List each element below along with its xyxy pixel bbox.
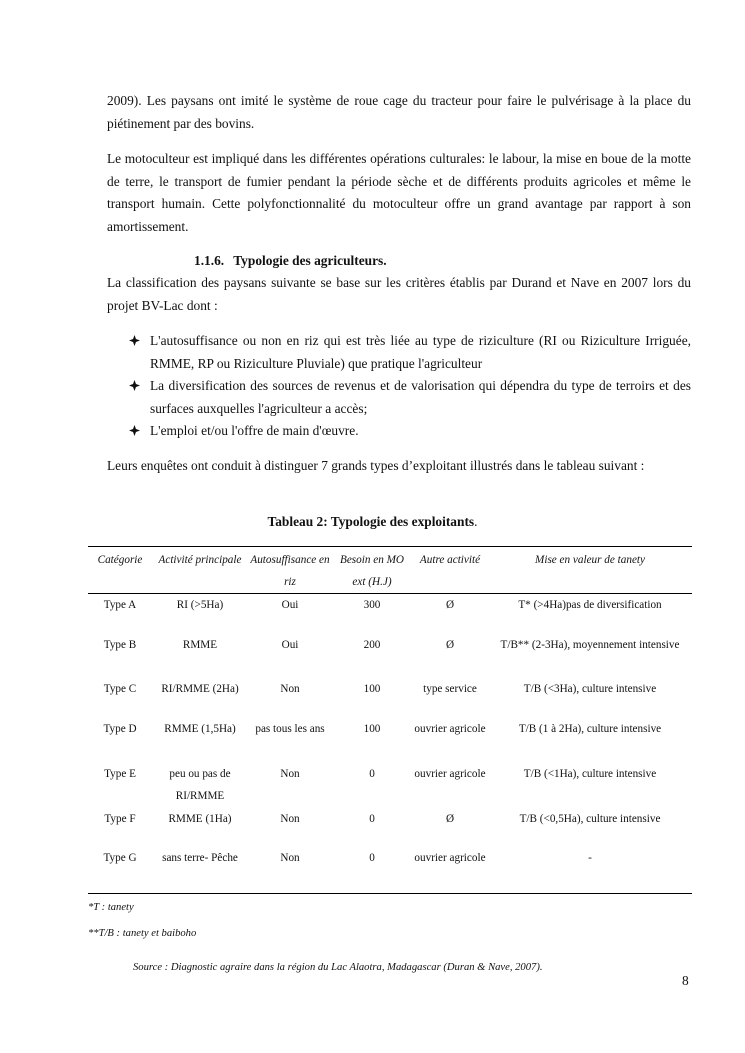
criteria-list [127,330,691,443]
list-item-text: L'autosuffisance ou non en riz qui est très liée au type de riziculture (RI ou Riziculture Irriguée, RMME, RP ou Riziculture Pluviale) que pratique l'agriculteur [150,333,691,371]
table-cell: T/B** (2-3Ha), moyennement intensive [500,638,680,651]
table-source: Source : Diagnostic agraire dans la région du Lac Alaotra, Madagascar (Duran & Nave, 2007). [133,962,543,973]
table-cell: Type B [103,638,137,651]
paragraph-classification: La classification des paysans suivante se base sur les critères établis par Durand et Nave en 2007 lors du projet BV-Lac dont : [107,275,691,313]
paragraph-roue-cage: 2009). Les paysans ont imité le système de roue cage du tracteur pour faire le pulvérisage à la place du piétinement par des bovins. [107,93,691,131]
table-cell: 200 [363,638,381,651]
paragraph-motoculteur: Le motoculteur est impliqué dans les différentes opérations culturales: le labour, la mise en boue de la motte de terre, le transport de fumier pendant la période sèche et de différents produits agricoles et même le transport humain. Cette polyfonctionnalité du motoculteur offre un grand avantage par rapport à son amortissement. [107,151,691,234]
table-cell: pas tous les ans [255,722,325,735]
table-header-row [88,547,692,594]
table-cell: T/B (<0,5Ha), culture intensive [519,812,661,825]
table-cell: RI/RMME (2Ha) [161,682,239,695]
table-cell: RI (>5Ha) [176,599,224,611]
header-autre-activite: Autre activité [412,547,488,594]
table-cell: Non [280,682,300,695]
list-item [127,420,691,443]
list-item-text: La diversification des sources de revenus et de valorisation qui dépendra du type de terroirs et des surfaces auxquelles l'agriculteur a accès; [150,378,691,416]
diamond-bullet-icon [129,335,140,346]
table-cell: ouvrier agricole [412,847,488,894]
table-row [88,847,692,894]
table-row [88,634,692,678]
table-cell: 0 [369,767,375,780]
table-cell: Type D [103,722,137,735]
table-cell: - [488,847,692,894]
table-cell: Oui [281,638,299,651]
table-cell: RMME [182,638,218,651]
table-cell: RMME (1,5Ha) [164,722,236,735]
table-cell: 100 [363,722,381,735]
section-title: Typologie des agriculteurs. [233,253,387,268]
table-cell: ouvrier agricole [414,767,486,780]
table-cell: T/B (1 à 2Ha), culture intensive [518,722,662,735]
table-cell: Type G [88,847,152,894]
header-besoin-mo: Besoin en MO ext (H.J) [332,547,412,594]
footnote-tanety: *T : tanety [88,902,134,913]
list-item [127,330,691,375]
table-cell: 0 [369,812,375,825]
typology-table [88,546,692,894]
table-row [88,718,692,763]
footnote-tanety-baiboho: **T/B : tanety et baiboho [88,928,197,939]
table-row [88,808,692,847]
table-row [88,594,692,634]
table-cell: T* (>4Ha)pas de diversification [518,599,662,611]
table-caption-period: . [474,514,478,529]
table-cell: RMME (1Ha) [168,812,232,825]
table-cell: 300 [363,599,381,611]
header-activite: Activité principale [152,547,248,594]
table-cell: type service [423,682,477,695]
table-cell: peu ou pas de RI/RMME [169,767,231,802]
table-cell: T/B (<1Ha), culture intensive [523,767,657,780]
table-cell: sans terre- Pêche [152,847,248,894]
section-number: 1.1.6. [194,253,225,268]
table-cell: Non [280,767,300,780]
table-cell: ouvrier agricole [414,722,486,735]
table-cell: T/B (<3Ha), culture intensive [523,682,657,695]
table-cell: Non [248,847,332,894]
paragraph-enquetes: Leurs enquêtes ont conduit à distinguer 7 grands types d’exploitant illustrés dans le tableau suivant : [107,458,645,473]
table-caption [0,514,745,530]
table-cell: Non [280,812,300,825]
list-item [127,375,691,420]
table-cell: Ø [445,638,455,651]
table-caption-text: Tableau 2: Typologie des exploitants [267,514,475,529]
header-autosuffisance: Autosuffisance en riz [248,547,332,594]
table-row [88,763,692,808]
table-cell: Type C [103,682,137,695]
table-cell: Ø [445,599,455,611]
table-cell: Type E [104,767,136,780]
list-item-text: L'emploi et/ou l'offre de main d'œuvre. [150,423,359,439]
table-cell: Type A [103,599,137,611]
page-number: 8 [682,973,689,988]
section-heading [194,253,387,269]
header-categorie: Catégorie [88,547,152,594]
table-cell: Ø [445,812,455,825]
diamond-bullet-icon [129,425,140,436]
header-mise-en-valeur: Mise en valeur de tanety [488,547,692,594]
table-cell: Oui [281,599,299,611]
table-cell: Type F [104,812,136,825]
table-cell: 100 [363,682,381,695]
table-row [88,678,692,718]
table-cell: 0 [332,847,412,894]
diamond-bullet-icon [129,380,140,391]
